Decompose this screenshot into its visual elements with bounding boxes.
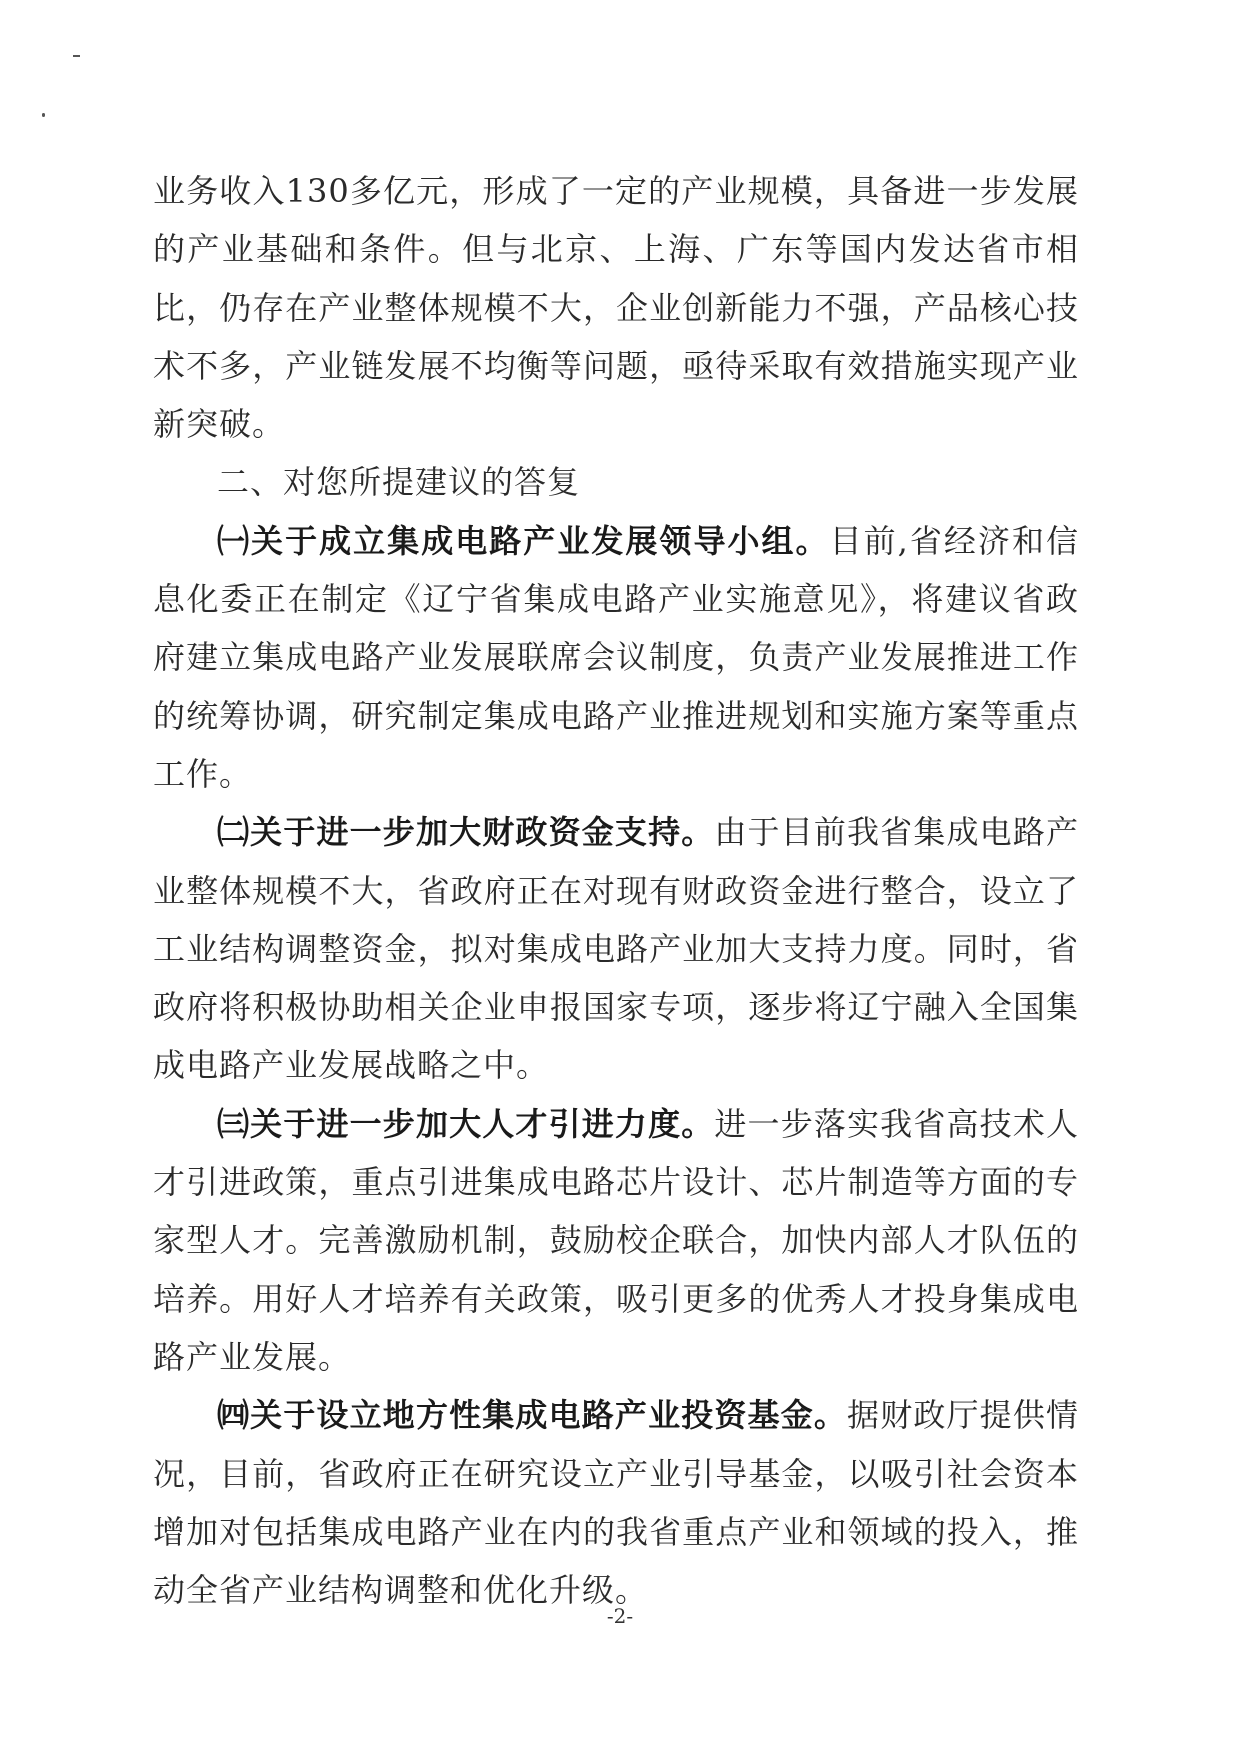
reply-item-lead: ㈢关于进一步加大人才引进力度。	[217, 1104, 715, 1143]
reply-item-4	[153, 1386, 1079, 1619]
reply-item-1	[153, 512, 1079, 803]
document-body	[153, 162, 1079, 1619]
intro-paragraph: 业务收入130多亿元，形成了一定的产业规模，具备进一步发展的产业基础和条件。但与北京、上海、广东等国内发达省市相比，仍存在产业整体规模不大，企业创新能力不强，产品核心技术不多，产业链发展不均衡等问题，亟待采取有效措施实现产业新突破。	[153, 172, 1079, 444]
reply-item-3	[153, 1095, 1079, 1386]
reply-item-lead: ㈣关于设立地方性集成电路产业投资基金。	[217, 1396, 848, 1435]
page-number: -2-	[606, 1604, 634, 1628]
scan-mark	[42, 113, 45, 117]
reply-item-text: 据财政厅提供情况，目前，省政府正在研究设立产业引导基金，以吸引社会资本增加对包括集成电路产业在内的我省重点产业和领域的投入，推动全省产业结构调整和优化升级。	[153, 1396, 1079, 1610]
reply-item-text: 进一步落实我省高技术人才引进政策，重点引进集成电路芯片设计、芯片制造等方面的专家型人才。完善激励机制，鼓励校企联合，加快内部人才队伍的培养。用好人才培养有关政策，吸引更多的优秀人才投身集成电路产业发展。	[153, 1104, 1079, 1376]
scan-mark	[73, 55, 80, 57]
reply-item-text: 目前,省经济和信息化委正在制定《辽宁省集成电路产业实施意见》，将建议省政府建立集成电路产业发展联席会议制度，负责产业发展推进工作的统筹协调，研究制定集成电路产业推进规划和实施方案等重点工作。	[153, 521, 1079, 793]
section-heading: 二、对您所提建议的答复	[217, 463, 581, 502]
reply-item-text: 由于目前我省集成电路产业整体规模不大，省政府正在对现有财政资金进行整合，设立了工业结构调整资金，拟对集成电路产业加大支持力度。同时，省政府将积极协助相关企业申报国家专项，逐步将辽宁融入全国集成电路产业发展战略之中。	[153, 813, 1079, 1085]
reply-item-lead: ㈡关于进一步加大财政资金支持。	[217, 813, 715, 852]
reply-item-2	[153, 803, 1079, 1094]
reply-item-lead: ㈠关于成立集成电路产业发展领导小组。	[217, 521, 830, 560]
